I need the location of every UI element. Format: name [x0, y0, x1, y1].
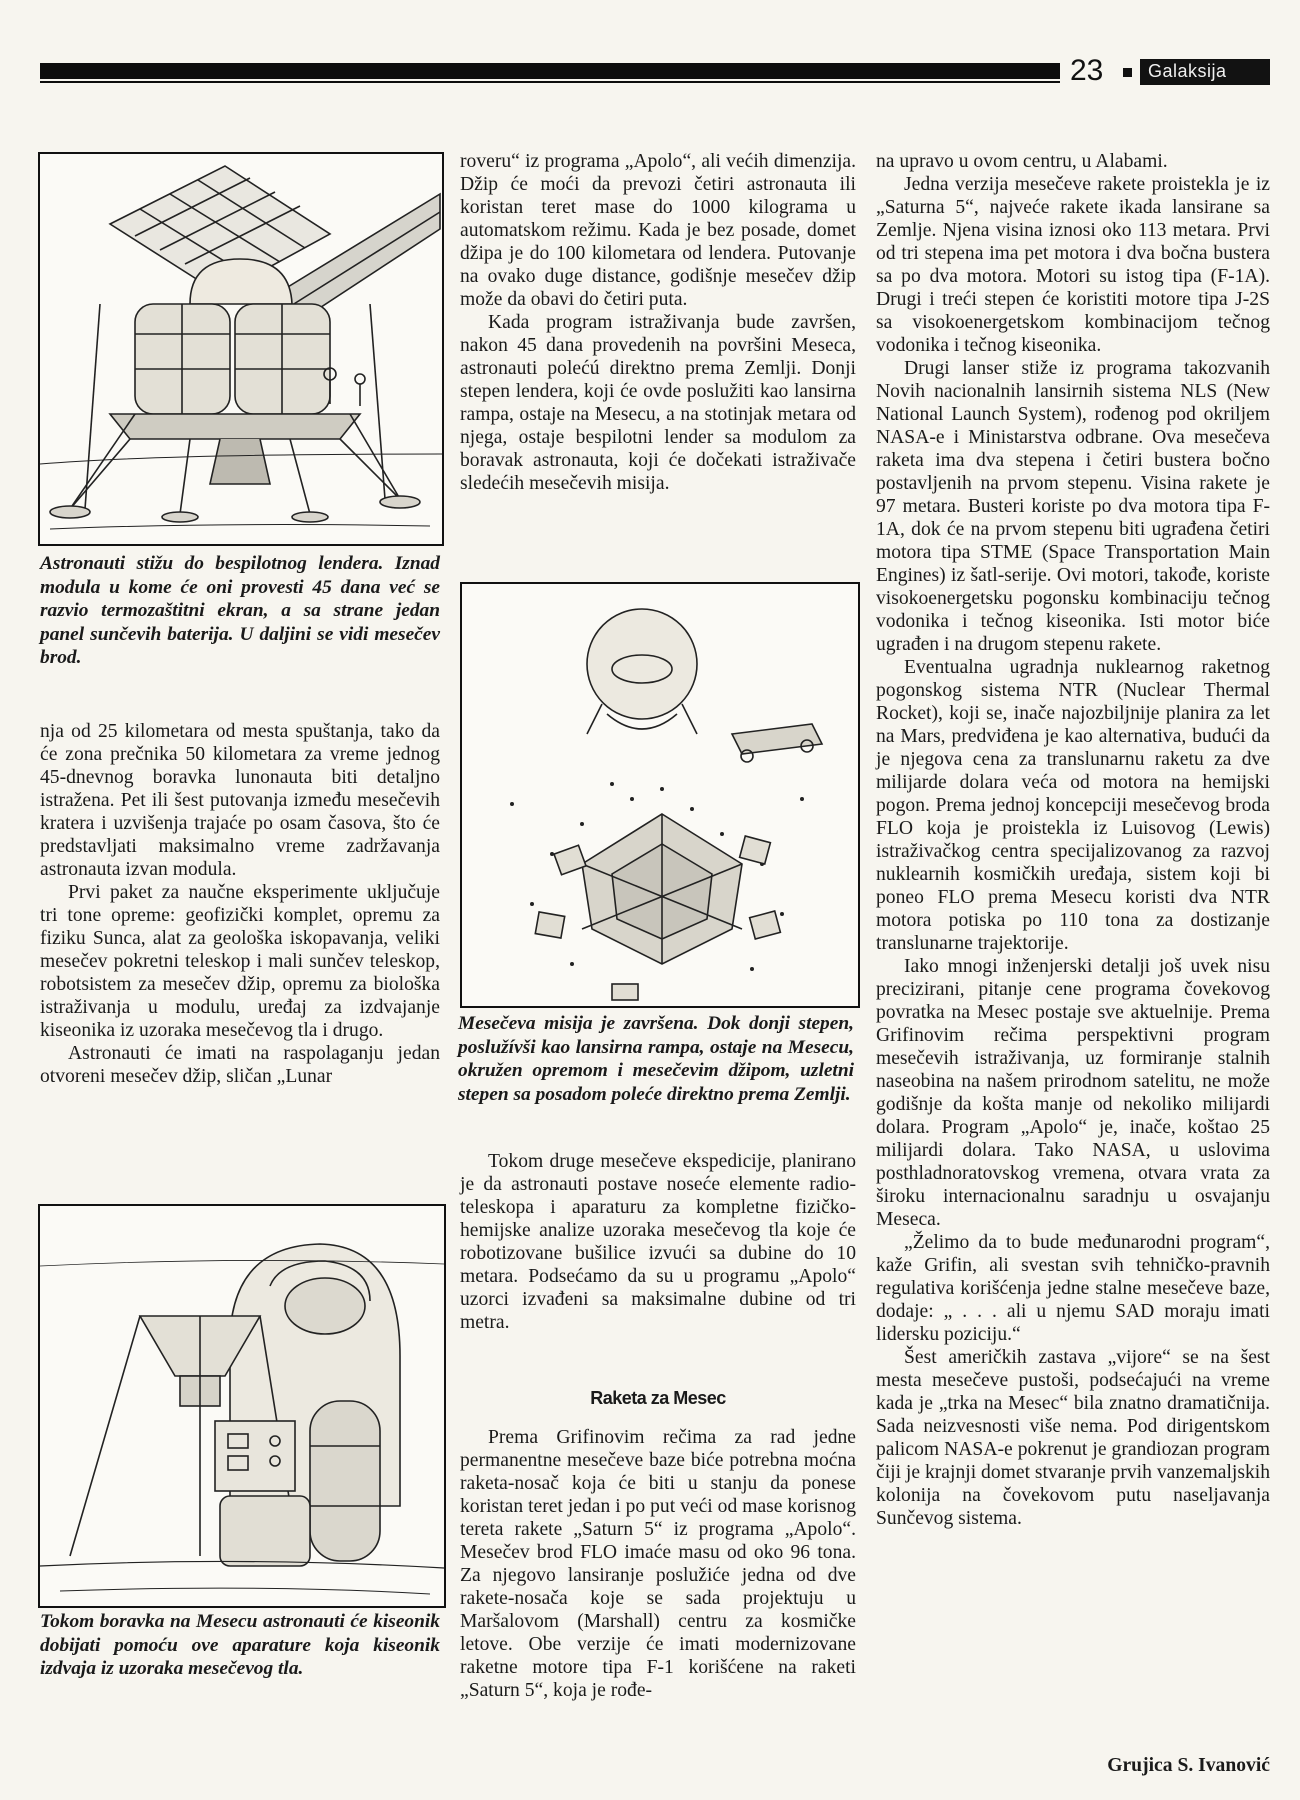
article-paragraph: na upravo u ovom centru, u Alabami.	[876, 151, 1168, 172]
oxygen-apparatus-illustration	[38, 1204, 446, 1608]
article-paragraph: roveru“ iz programa „Apolo“, ali većih dimenzija. Džip će moći da prevozi četiri astronauta ili koristan teret mase do 1000 kilograma u automatskom režimu. Kada je bez posade, domet džipa je do 100 kilometara od lendera. Putovanje na ovako duge distance, godišnje mesečev džip može da obavi do četiri puta.	[460, 151, 856, 310]
section-subhead: Raketa za Mesec	[590, 1388, 726, 1408]
magazine-name: Galaksija	[1148, 61, 1227, 81]
article-column-2-mid	[460, 1150, 856, 1334]
author-byline: Grujica S. Ivanović	[1107, 1755, 1270, 1776]
article-paragraph: „Želimo da to bude međunarodni program“, kaže Grifin, ali svestan svih tehničko-pravnih regulativa korišćenja jedne stalne mesečeve baze, dodaje: „ . . . ali u njemu SAD moraju imati lidersku poziciju.“	[876, 1232, 1270, 1345]
article-paragraph: Šest američkih zastava „vijore“ se na šest mesta mesečeve pustoši, podsećajući na vreme kada je „trka na Mesec“ bila znatno dramatičnija. Sada neizvesnosti više nema. Pod dirigentskom palicom NASA-e pokrenut je grandiozan program čiji je krajnji domet stvaranje prvih vanzemaljskih kolonija na čovekovom putu naseljavanja Sunčevog sistema.	[876, 1347, 1270, 1529]
article-column-2-top	[460, 150, 856, 495]
lunar-lander-icon	[40, 154, 442, 544]
magazine-badge	[1140, 59, 1270, 85]
oxygen-caption: Tokom boravka na Mesecu astronauti će kiseonik dobijati pomoću ove aparature koja kiseonik izdvaja iz uzoraka mesečevog tla.	[40, 1611, 440, 1679]
page-header	[40, 56, 1270, 88]
lunar-launch-icon	[462, 584, 858, 1006]
article-paragraph: Iako mnogi inženjerski detalji još uvek nisu precizirani, pitanje cene programa čovekovog povratka na Mesec postaje sve aktuelnije. Prema Grifinovim rečima perspektivni program mesečevih istraživanja, uz formiranje stalnih naseobina na našem prirodnom satelitu, ne može godišnje da košta manje od nekoliko milijardi dolara. Program „Apolo“ je, inače, koštao 25 milijardi dolara. Tako NASA, u uslovima posthladnoratovskog vremena, otvara vrata za široku internacionalnu saradnju u osvajanju Meseca.	[876, 956, 1270, 1230]
header-square-bullet	[1123, 68, 1132, 77]
article-paragraph: Prema Grifinovim rečima za rad jedne permanentne mesečeve baze biće potrebna moćna raketa-nosač koja će biti u stanju da ponese koristan teret jedan i po put veći od mase korisnog tereta rakete „Saturn 5“ iz programa „Apolo“. Mesečev brod FLO imaće masu od oko 96 tona. Za njegovo lansiranje poslužiće jedna od dve rakete-nosača koje se sada projektuju u Maršalovom (Marshall) centru za kosmičke letove. Obe verzije će imati modernizovane raketne motore tipa F-1 korišćene na raketi „Saturn 5“, koja je rođe-	[460, 1427, 856, 1701]
article-paragraph: Prvi paket za naučne eksperimente uključuje tri tone opreme: geofizički komplet, opremu za fiziku Sunca, alat za geološka iskopavanja, veliki mesečev pokretni teleskop i mali sunčev teleskop, robotsistem za mesečev džip, opremu za biološka istraživanja u modulu, uređaj za izdvajanje kiseonika iz uzoraka mesečevog tla i drugo.	[40, 882, 440, 1041]
article-paragraph: nja od 25 kilometara od mesta spuštanja, tako da će zona prečnika 50 kilometara za vreme jednog 45-dnevnog boravka lunonauta biti detaljno istražena. Pet ili šest putovanja između mesečevih kratera i uzvišenja trajaće po osam časova, što će predstavljati maksimalno vreme zadržavanja astronauta izvan modula.	[40, 721, 440, 880]
article-paragraph: Astronauti će imati na raspolaganju jedan otvoreni mesečev džip, sličan „Lunar	[40, 1043, 440, 1087]
article-paragraph: Jedna verzija mesečeve rakete proistekla je iz „Saturna 5“, najveće rakete ikada lansirane sa Zemlje. Njena visina iznosi oko 113 metara. Prvi od tri stepena ima pet motora i dva bočna bustera sa po dva motora. Motori su istog tipa (F-1A). Drugi i treći stepen će koristiti motore tipa J-2S sa visokoenergetskom kombinacijom tečnog vodonika i tečnog kiseonika.	[876, 174, 1270, 356]
article-paragraph: Drugi lanser stiže iz programa takozvanih Novih nacionalnih lansirnih sistema NLS (New National Launch System), rođenog pod okriljem NASA-e i Ministarstva odbrane. Ova mesečeva raketa ima dva stepena i četiri bustera bočno postavljenih na prvom stepenu. Visina rakete je 97 metara. Busteri koriste po dva motora tipa F-1A, dok će na prvom stepenu biti ugrađena četiri motora tipa STME (Space Transportation Main Engines) iz šatl-serije. Ovi motori, takođe, koriste visokoenergetsku pogonsku kombinaciju tečnog vodonika i tečnog kiseonika. Isti motor biće ugrađen i na drugom stepenu rakete.	[876, 358, 1270, 655]
launch-illustration	[460, 582, 860, 1008]
launch-caption: Mesečeva misija je završena. Dok donji stepen, poslužívši kao lansirna rampa, ostaje na Mesecu, okružen opremom i mesečevim džipom, uzletni stepen sa posadom poleće direktno prema Zemlji.	[458, 1013, 854, 1105]
oxygen-apparatus-icon	[40, 1206, 444, 1606]
article-paragraph: Kada program istraživanja bude završen, nakon 45 dana provedenih na površini Meseca, astronauti polećú direktno prema Zemlji. Donji stepen lendera, koji će ovde poslužiti kao lansirna rampa, ostaje na Mesecu, a na stotinjak metara od njega, ostaje bespilotni lender sa modulom za boravak astronauta, koji će dočekati istraživače sledećih mesečevih misija.	[460, 312, 856, 494]
header-rule	[40, 63, 1060, 79]
article-column-1	[40, 720, 440, 1088]
lander-caption: Astronauti stižu do bespilotnog lendera. Iznad modula u kome će oni provesti 45 dana već se razvio termozaštitni ekran, a sa strane jedan panel sunčevih baterija. U daljini se vidi mesečev brod.	[40, 553, 440, 668]
article-paragraph: Tokom druge mesečeve ekspedicije, planirano je da astronauti postave noseće elemente radio-teleskopa i aparaturu za kompletne fizičko-hemijske analize uzoraka mesečevog tla koje će robotizovane bušilice izvući sa dubine do 10 metara. Podsećamo da su u programu „Apolo“ uzorci izvađeni sa maksimalne dubine od tri metra.	[460, 1151, 856, 1333]
article-column-3	[876, 150, 1270, 1530]
article-column-2-bottom	[460, 1426, 856, 1702]
page-number: 23	[1070, 54, 1104, 87]
article-paragraph: Eventualna ugradnja nuklearnog raketnog pogonskog sistema NTR (Nuclear Thermal Rocket), koji se, inače najozbiljnije planira za let na Mars, predviđena je kao alternativa, budući da je njegova cena za translunarnu raketu za dve milijarde dolara veća od motora na hemijski pogon. Prema jednoj koncepciji mesečevog broda FLO koja je proistekla iz Luisovog (Lewis) istraživačkog centra specijalizovanog za razvoj nuklearnih kosmičkih uređaja, sistem koji bi poneo FLO prema Mesecu koristi dva NTR motora potiska po 110 tona za dostizanje translunarne trajektorije.	[876, 657, 1270, 954]
lander-illustration	[38, 152, 444, 546]
